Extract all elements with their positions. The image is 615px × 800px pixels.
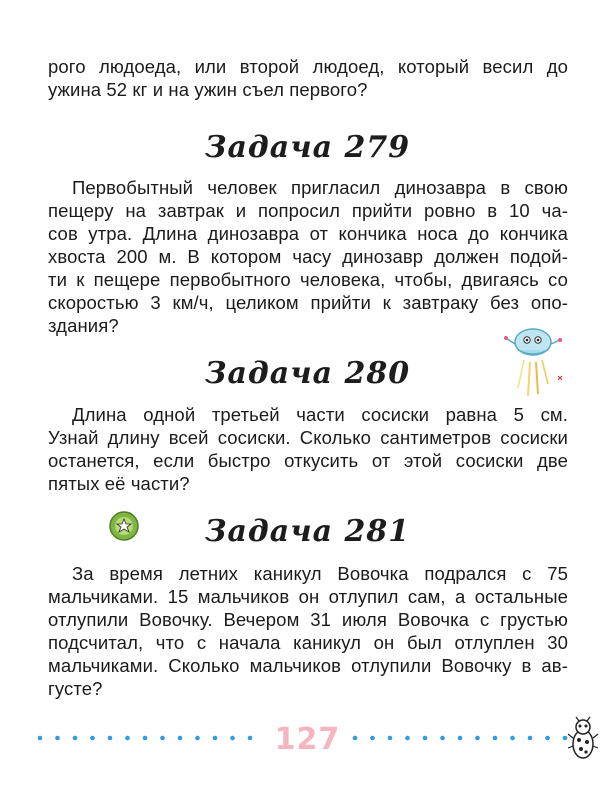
text-line: Узнай длину всей сосиски. Сколько сантиметров сосиски [48, 427, 568, 448]
text-line: ужина 52 кг и на ужин съел первого? [48, 79, 368, 100]
problem-280-title: Задача 280 [204, 356, 411, 391]
text-line: хвоста 200 м. В котором часу динозавр должен подой- [48, 246, 568, 267]
footer-dot [178, 736, 183, 741]
footer-dot [493, 736, 498, 741]
text-line: отлупили Вовочку. Вечером 31 июля Вовочка с грустью [48, 609, 568, 630]
problem-279-text [48, 176, 568, 337]
footer-dot [458, 736, 463, 741]
footer-dot [143, 736, 148, 741]
problem-281-text [48, 562, 568, 700]
text-line: пещеру на завтрак и попросил прийти ровно в 10 ча- [48, 200, 568, 221]
problem-281-title: Задача 281 [204, 514, 411, 549]
continuation-text [48, 55, 568, 101]
text-line: здания? [48, 315, 119, 336]
footer-dot [213, 736, 218, 741]
text-line: За время летних каникул Вовочка подрался с 75 [72, 563, 568, 584]
footer-dot [230, 736, 235, 741]
footer-dot [248, 736, 253, 741]
text-line: Длина одной третьей части сосиски равна 5 см. [72, 404, 568, 425]
footer-dot [125, 736, 130, 741]
text-line: скоростью 3 км/ч, целиком прийти к завтраку без опо- [48, 292, 568, 313]
text-line: пятых её части? [48, 473, 190, 494]
text-line: рого людоеда, или второй людоед, который весил до [48, 56, 568, 77]
text-line: густе? [48, 678, 103, 699]
footer-dot [545, 736, 550, 741]
footer-dot [73, 736, 78, 741]
footer-dot [55, 736, 60, 741]
footer-dot [38, 736, 43, 741]
text-line: останется, если быстро откусить от этой сосиски две [48, 450, 568, 471]
footer-dot [510, 736, 515, 741]
page-number: 127 [274, 722, 341, 757]
text-line: мальчиками. Сколько мальчиков отлупили Вовочку в ав- [48, 655, 568, 676]
footer-dot [195, 736, 200, 741]
text-line: подсчитал, что с начала каникул он был отлуплен 30 [48, 632, 568, 653]
text-line: Первобытный человек пригласил динозавра в свою [72, 177, 568, 198]
footer-dot [108, 736, 113, 741]
problem-280-text [48, 403, 568, 495]
footer-dot [423, 736, 428, 741]
footer-dot [475, 736, 480, 741]
footer-dot [160, 736, 165, 741]
footer-dot [353, 736, 358, 741]
footer-dot [388, 736, 393, 741]
footer-dot [440, 736, 445, 741]
footer-dot [370, 736, 375, 741]
footer-dot [528, 736, 533, 741]
footer-dot [405, 736, 410, 741]
text-line: сов утра. Длина динозавра от кончика носа до кончика [48, 223, 568, 244]
bug-illustration [567, 716, 599, 762]
text-line: мальчиками. 15 мальчиков он отлупил сам, а остальные [48, 586, 568, 607]
text-line: ти к пещере первобытного человека, чтобы, двигаясь со [48, 269, 568, 290]
problem-279-title: Задача 279 [204, 130, 411, 165]
footer-dot [90, 736, 95, 741]
